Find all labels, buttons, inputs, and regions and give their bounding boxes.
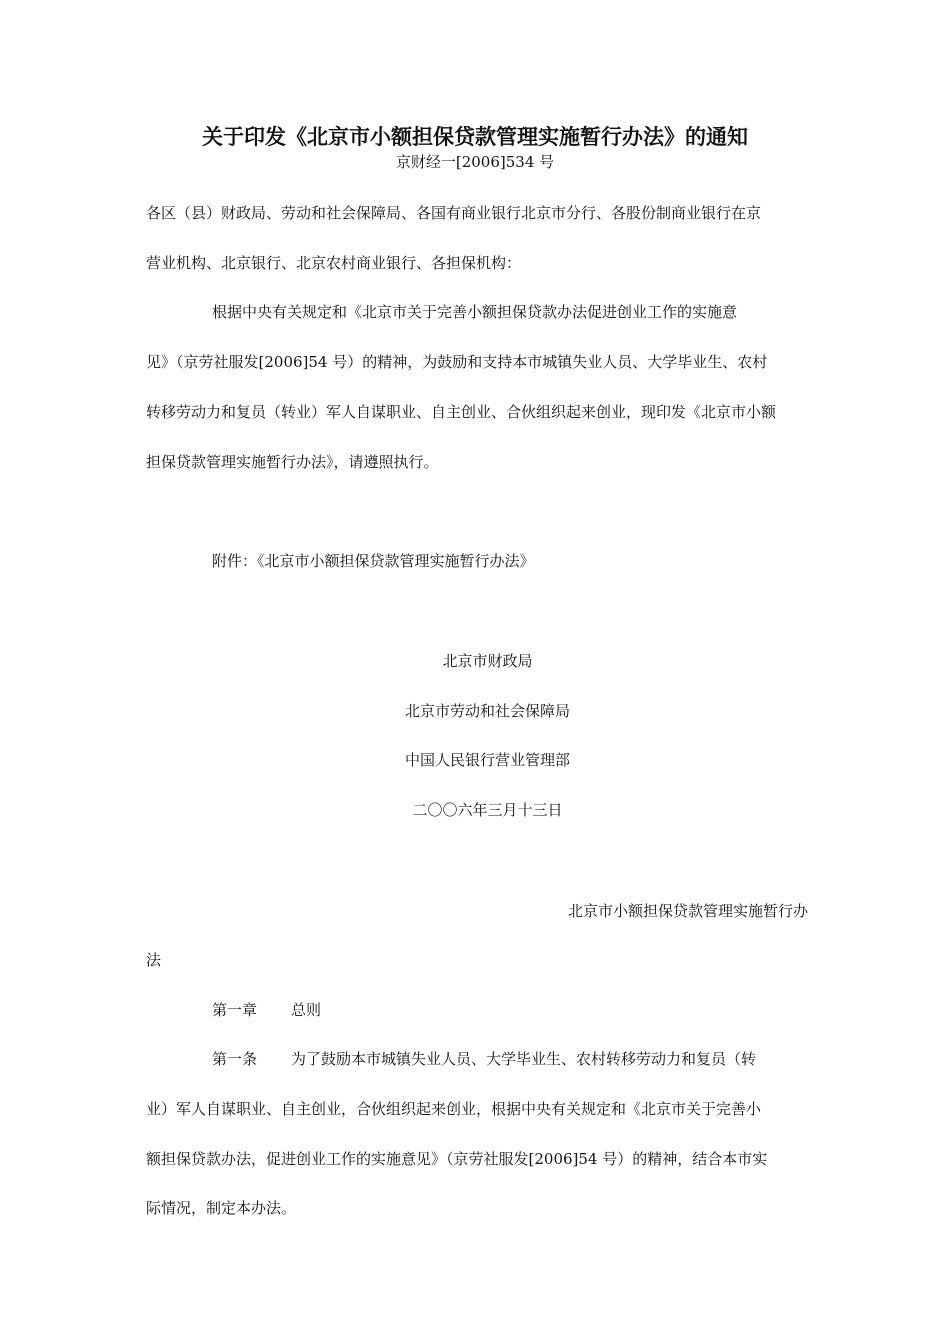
article-number: 第一条 bbox=[212, 1050, 258, 1068]
chapter-number: 第一章 bbox=[212, 1001, 258, 1019]
article-line: 业）军人自谋职业、自主创业，合伙组织起来创业，根据中央有关规定和《北京市关于完善小 bbox=[146, 1100, 762, 1118]
document-number: 京财经一[2006]534 号 bbox=[395, 153, 555, 171]
article-text: 为了鼓励本市城镇失业人员、大学毕业生、农村转移劳动力和复员（转 bbox=[291, 1050, 757, 1068]
body-line: 转移劳动力和复员（转业）军人自谋职业、自主创业、合伙组织起来创业，现印发《北京市小额 bbox=[146, 403, 777, 421]
body-line: 见》（京劳社服发[2006]54 号）的精神，为鼓励和支持本市城镇失业人员、大学毕业生、农村 bbox=[146, 353, 768, 371]
addressee-line: 营业机构、北京银行、北京农村商业银行、各担保机构： bbox=[146, 254, 522, 272]
chapter-heading bbox=[212, 999, 321, 1021]
addressee-line: 各区（县）财政局、劳动和社会保障局、各国有商业银行北京市分行、各股份制商业银行在京 bbox=[146, 204, 762, 222]
attachment-line: 附件：《北京市小额担保贷款管理实施暂行办法》 bbox=[212, 552, 535, 570]
issuer-name: 北京市劳动和社会保障局 bbox=[404, 702, 570, 720]
article-line: 额担保贷款办法，促进创业工作的实施意见》（京劳社服发[2006]54 号）的精神，结合本市实 bbox=[146, 1150, 768, 1168]
article-line bbox=[212, 1048, 756, 1070]
issue-date: 二〇〇六年三月十三日 bbox=[412, 801, 563, 819]
body-line: 根据中央有关规定和《北京市关于完善小额担保贷款办法促进创业工作的实施意 bbox=[212, 303, 738, 321]
issuer-name: 北京市财政局 bbox=[442, 652, 533, 670]
notice-title: 关于印发《北京市小额担保贷款管理实施暂行办法》的通知 bbox=[202, 125, 748, 149]
regulation-title: 北京市小额担保贷款管理实施暂行办 bbox=[567, 902, 808, 920]
issuer-name: 中国人民银行营业管理部 bbox=[404, 751, 570, 769]
article-line: 际情况，制定本办法。 bbox=[146, 1199, 297, 1217]
chapter-title: 总则 bbox=[291, 1001, 322, 1019]
regulation-title-continued: 法 bbox=[146, 951, 162, 969]
body-line: 担保贷款管理实施暂行办法》，请遵照执行。 bbox=[146, 453, 439, 471]
